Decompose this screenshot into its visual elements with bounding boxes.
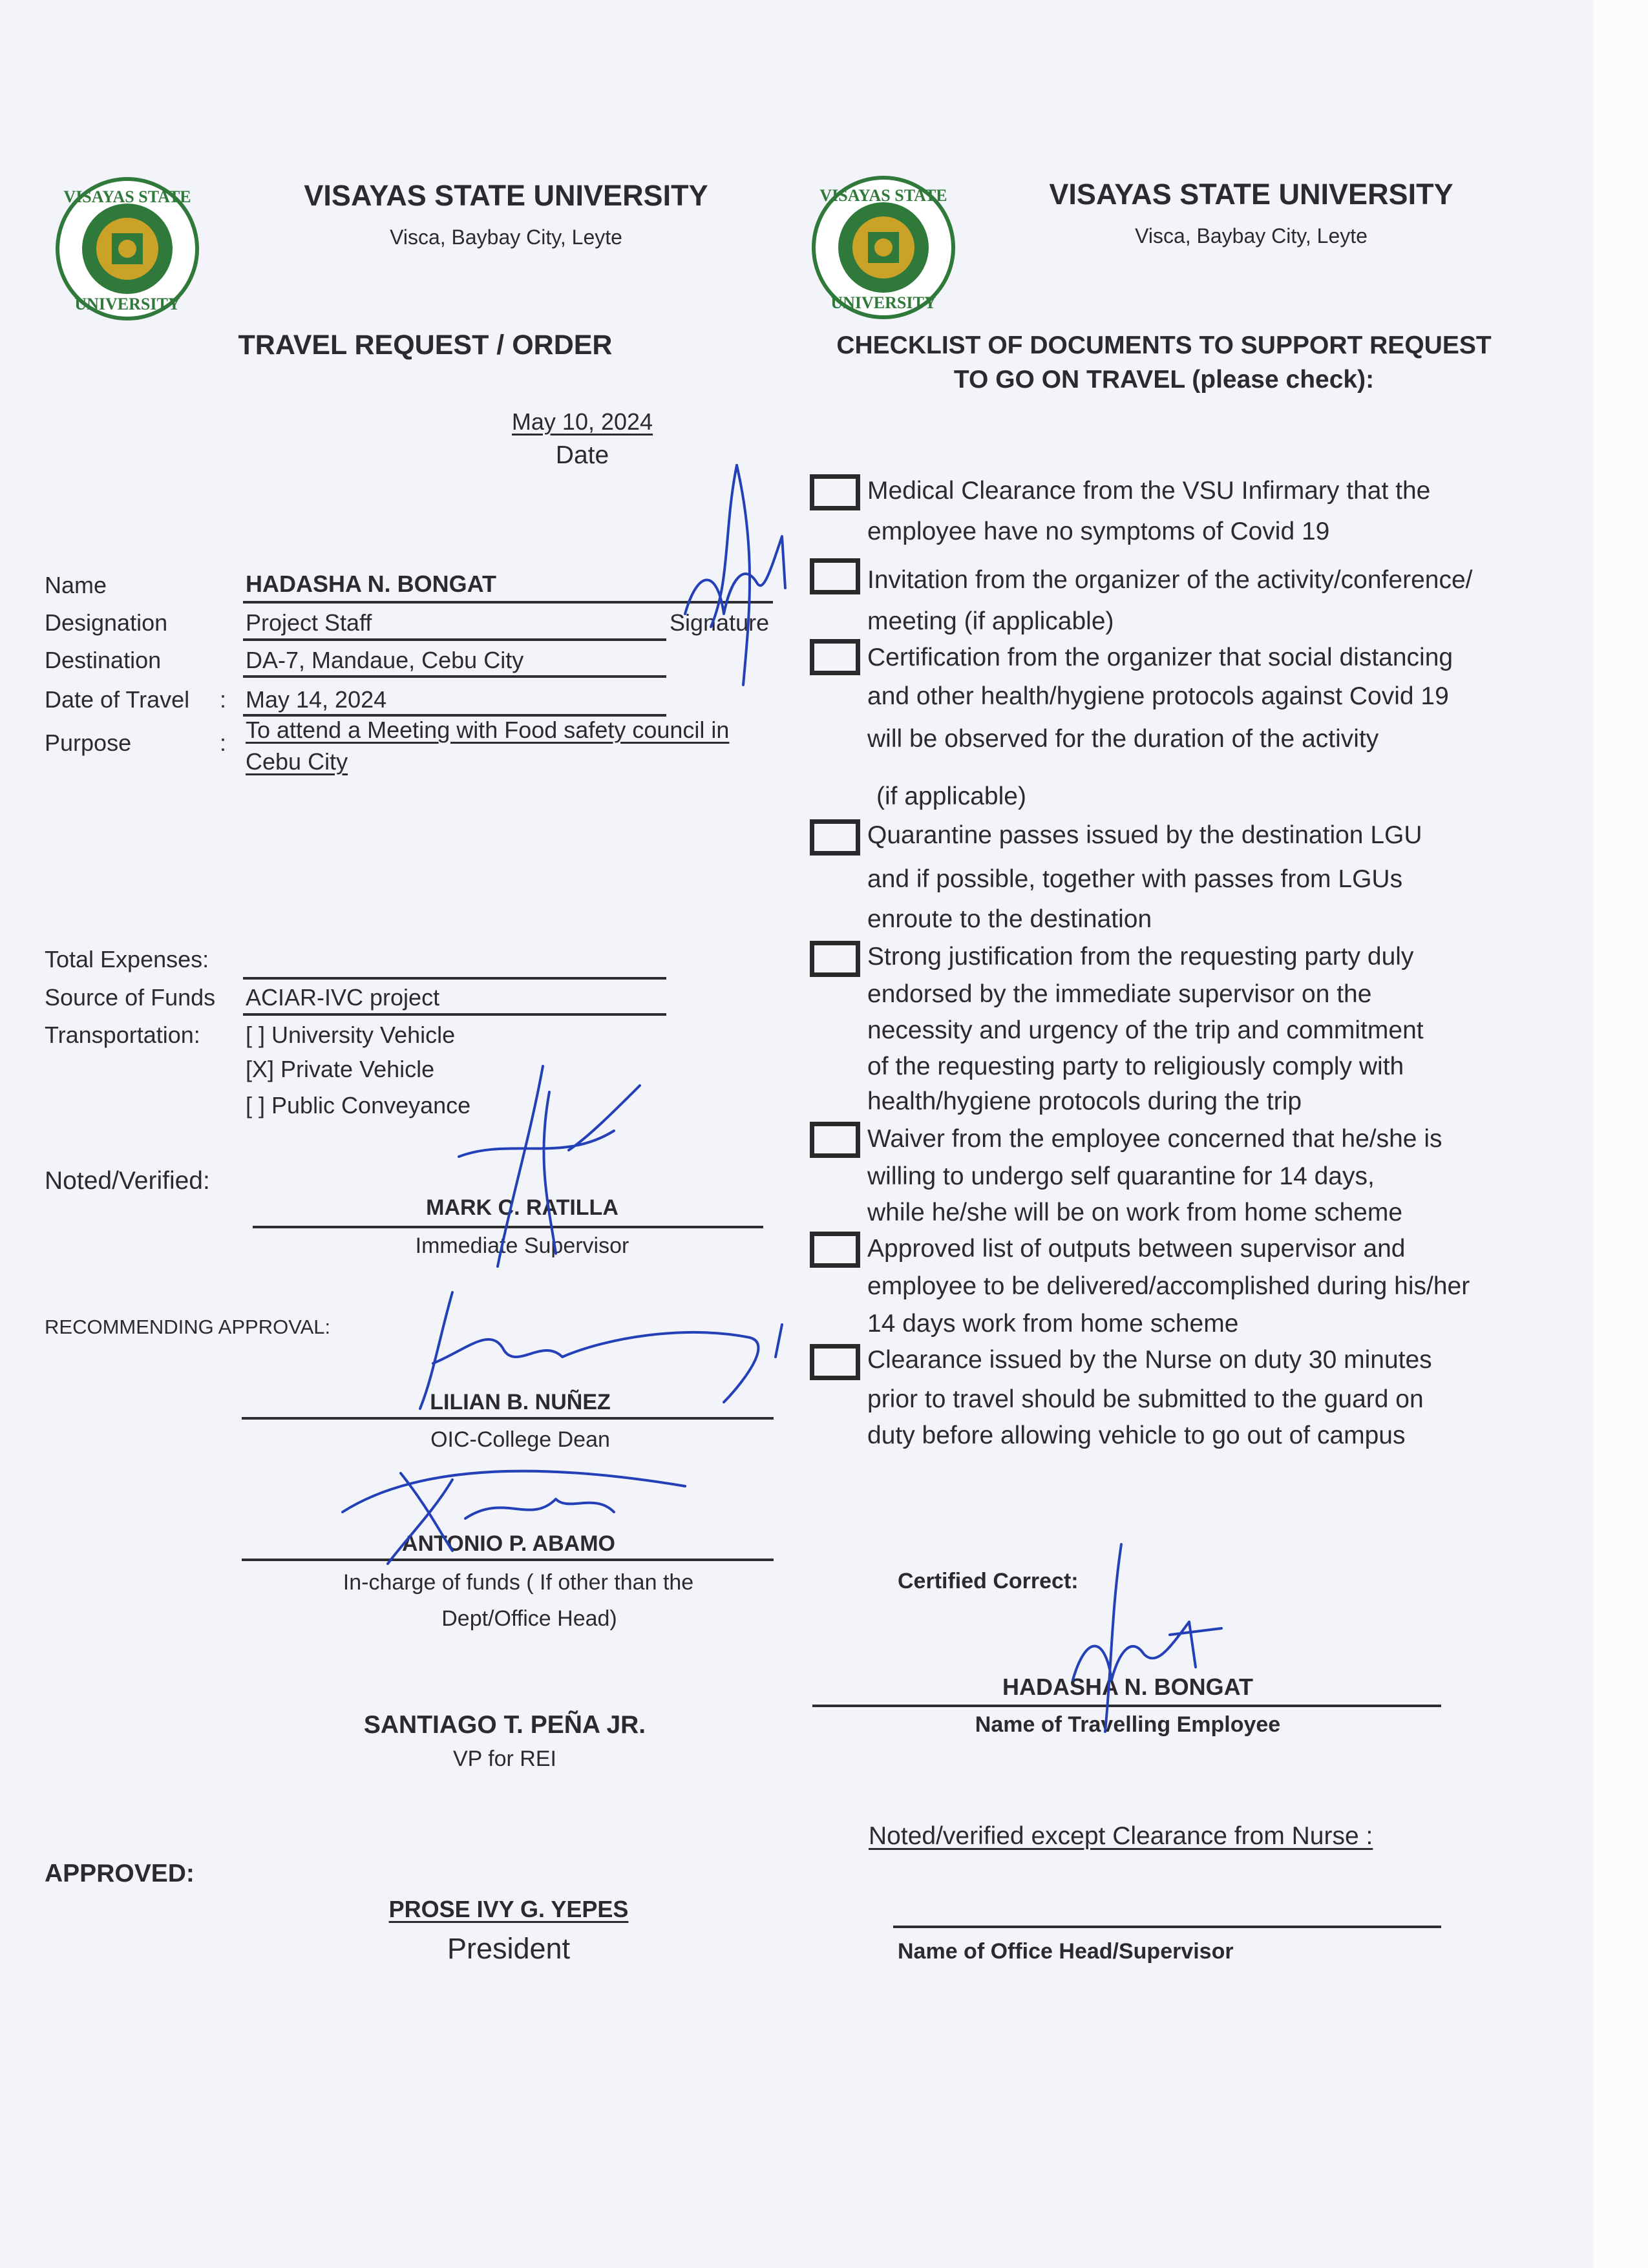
transport-option-public: [ ] Public Conveyance <box>246 1092 471 1118</box>
checklist-item-text: health/hygiene protocols during the trip <box>867 1087 1302 1115</box>
funds-incharge-name: ANTONIO P. ABAMO <box>402 1531 615 1556</box>
checklist-title-line1: CHECKLIST OF DOCUMENTS TO SUPPORT REQUEST <box>836 331 1492 359</box>
checklist-item-text: meeting (if applicable) <box>867 607 1114 635</box>
checklist-item-text: and if possible, together with passes from LGUs <box>867 865 1403 893</box>
checklist-item-text: prior to travel should be submitted to the guard on <box>867 1385 1424 1413</box>
checklist-item-text: Strong justification from the requesting party duly <box>867 943 1414 971</box>
checklist-item-text: Waiver from the employee concerned that he/she is <box>867 1125 1442 1153</box>
form-title: TRAVEL REQUEST / ORDER <box>238 330 613 361</box>
office-head-caption: Name of Office Head/Supervisor <box>898 1939 1234 1964</box>
dean-title: OIC-College Dean <box>430 1427 610 1452</box>
supervisor-title: Immediate Supervisor <box>415 1234 629 1258</box>
destination-value: DA-7, Mandaue, Cebu City <box>246 647 524 673</box>
purpose-label: Purpose <box>45 730 132 756</box>
checklist-item-text: while he/she will be on work from home scheme <box>867 1199 1403 1226</box>
noted-verified-label: Noted/Verified: <box>45 1167 210 1195</box>
office-head-underline <box>893 1926 1441 1928</box>
total-expenses-underline <box>243 977 666 980</box>
checklist-item-text: of the requesting party to religiously comply with <box>867 1053 1404 1080</box>
source-of-funds-underline <box>243 1013 666 1016</box>
checklist-item-text: employee to be delivered/accomplished during his/her <box>867 1272 1470 1300</box>
checklist-item-text: employee have no symptoms of Covid 19 <box>867 518 1330 545</box>
name-value: HADASHA N. BONGAT <box>246 571 496 597</box>
university-seal-left <box>55 176 200 321</box>
university-name-right: VISAYAS STATE UNIVERSITY <box>1049 178 1453 211</box>
university-address-right: Visca, Baybay City, Leyte <box>1135 224 1368 247</box>
designation-label: Designation <box>45 609 168 636</box>
checklist-item-text: enroute to the destination <box>867 905 1152 933</box>
checklist-checkbox[interactable] <box>810 639 860 675</box>
date-label: Date <box>555 441 609 469</box>
supervisor-signature <box>420 1060 653 1273</box>
checklist-item-text: Invitation from the organizer of the activity/conference/ <box>867 566 1473 594</box>
purpose-line1: To attend a Meeting with Food safety council in <box>246 717 730 743</box>
vp-title: VP for REI <box>453 1747 556 1771</box>
checklist-item-text: 14 days work from home scheme <box>867 1310 1239 1338</box>
request-date: May 10, 2024 <box>511 408 653 435</box>
employee-signature <box>1060 1538 1241 1745</box>
purpose-line2: Cebu City <box>246 748 348 775</box>
employee-name: HADASHA N. BONGAT <box>1002 1674 1253 1700</box>
checklist-checkbox[interactable] <box>810 1232 860 1268</box>
checklist-item-text: Quarantine passes issued by the destination LGU <box>867 821 1422 849</box>
checklist-checkbox[interactable] <box>810 474 860 510</box>
checklist-checkbox[interactable] <box>810 1122 860 1158</box>
svg-text:VISAYAS STATE: VISAYAS STATE <box>63 187 191 206</box>
page-edge <box>1593 0 1648 2268</box>
vp-name: SANTIAGO T. PEÑA JR. <box>363 1711 646 1739</box>
checklist-item-text: endorsed by the immediate supervisor on the <box>867 980 1372 1008</box>
date-of-travel-value: May 14, 2024 <box>246 686 387 713</box>
checklist-item-text: necessity and urgency of the trip and commitment <box>867 1016 1424 1044</box>
president-title: President <box>447 1932 571 1965</box>
name-label: Name <box>45 572 107 598</box>
designation-underline <box>243 638 666 641</box>
svg-text:VISAYAS STATE: VISAYAS STATE <box>819 186 947 205</box>
checklist-item-text: Medical Clearance from the VSU Infirmary that the <box>867 477 1431 505</box>
checklist-item-text: Certification from the organizer that social distancing <box>867 644 1453 671</box>
colon: : <box>220 730 227 756</box>
funds-signature <box>336 1454 711 1570</box>
funds-incharge-title-line1: In-charge of funds ( If other than the <box>343 1570 694 1595</box>
svg-text:UNIVERSITY: UNIVERSITY <box>830 293 936 312</box>
source-of-funds-value: ACIAR-IVC project <box>246 984 440 1011</box>
university-address-left: Visca, Baybay City, Leyte <box>390 226 622 249</box>
transportation-label: Transportation: <box>45 1022 200 1048</box>
total-expenses-label: Total Expenses: <box>45 946 209 972</box>
noted-except-label: Noted/verified except Clearance from Nurse : <box>869 1822 1373 1850</box>
checklist-item-text: Approved list of outputs between supervisor and <box>867 1235 1406 1263</box>
date-of-travel-label: Date of Travel <box>45 686 190 713</box>
university-name-left: VISAYAS STATE UNIVERSITY <box>304 179 708 212</box>
signature-label: Signature <box>670 609 770 636</box>
checklist-title-line2: TO GO ON TRAVEL (please check): <box>953 366 1375 394</box>
checklist-checkbox[interactable] <box>810 941 860 977</box>
employee-caption: Name of Travelling Employee <box>975 1712 1281 1737</box>
president-name: PROSE IVY G. YEPES <box>388 1896 629 1922</box>
checklist-checkbox[interactable] <box>810 819 860 856</box>
dean-signature <box>414 1286 788 1467</box>
destination-underline <box>243 675 666 678</box>
certified-correct-label: Certified Correct: <box>898 1569 1079 1593</box>
dean-name: LILIAN B. NUÑEZ <box>430 1390 611 1414</box>
checklist-checkbox[interactable] <box>810 558 860 594</box>
approved-label: APPROVED: <box>45 1860 195 1887</box>
transport-option-university: [ ] University Vehicle <box>246 1022 456 1048</box>
transport-option-private: [X] Private Vehicle <box>246 1056 435 1082</box>
checklist-item-text: willing to undergo self quarantine for 14 days, <box>867 1162 1375 1190</box>
checklist-item-text: and other health/hygiene protocols against Covid 19 <box>867 682 1449 710</box>
colon: : <box>220 686 227 713</box>
source-of-funds-label: Source of Funds <box>45 984 216 1011</box>
checklist-item-text: (if applicable) <box>876 782 1026 810</box>
designation-value: Project Staff <box>246 609 372 636</box>
checklist-checkbox[interactable] <box>810 1344 860 1380</box>
recommending-approval-label: RECOMMENDING APPROVAL: <box>45 1316 331 1338</box>
supervisor-name: MARK C. RATILLA <box>426 1195 618 1220</box>
checklist-item-text: will be observed for the duration of the activity <box>867 725 1379 753</box>
svg-text:UNIVERSITY: UNIVERSITY <box>74 295 180 313</box>
university-seal-right <box>811 175 956 320</box>
funds-incharge-title-line2: Dept/Office Head) <box>441 1606 617 1631</box>
requester-signature <box>672 452 801 691</box>
checklist-item-text: Clearance issued by the Nurse on duty 30 minutes <box>867 1346 1432 1374</box>
destination-label: Destination <box>45 647 162 673</box>
checklist-item-text: duty before allowing vehicle to go out of campus <box>867 1422 1406 1449</box>
